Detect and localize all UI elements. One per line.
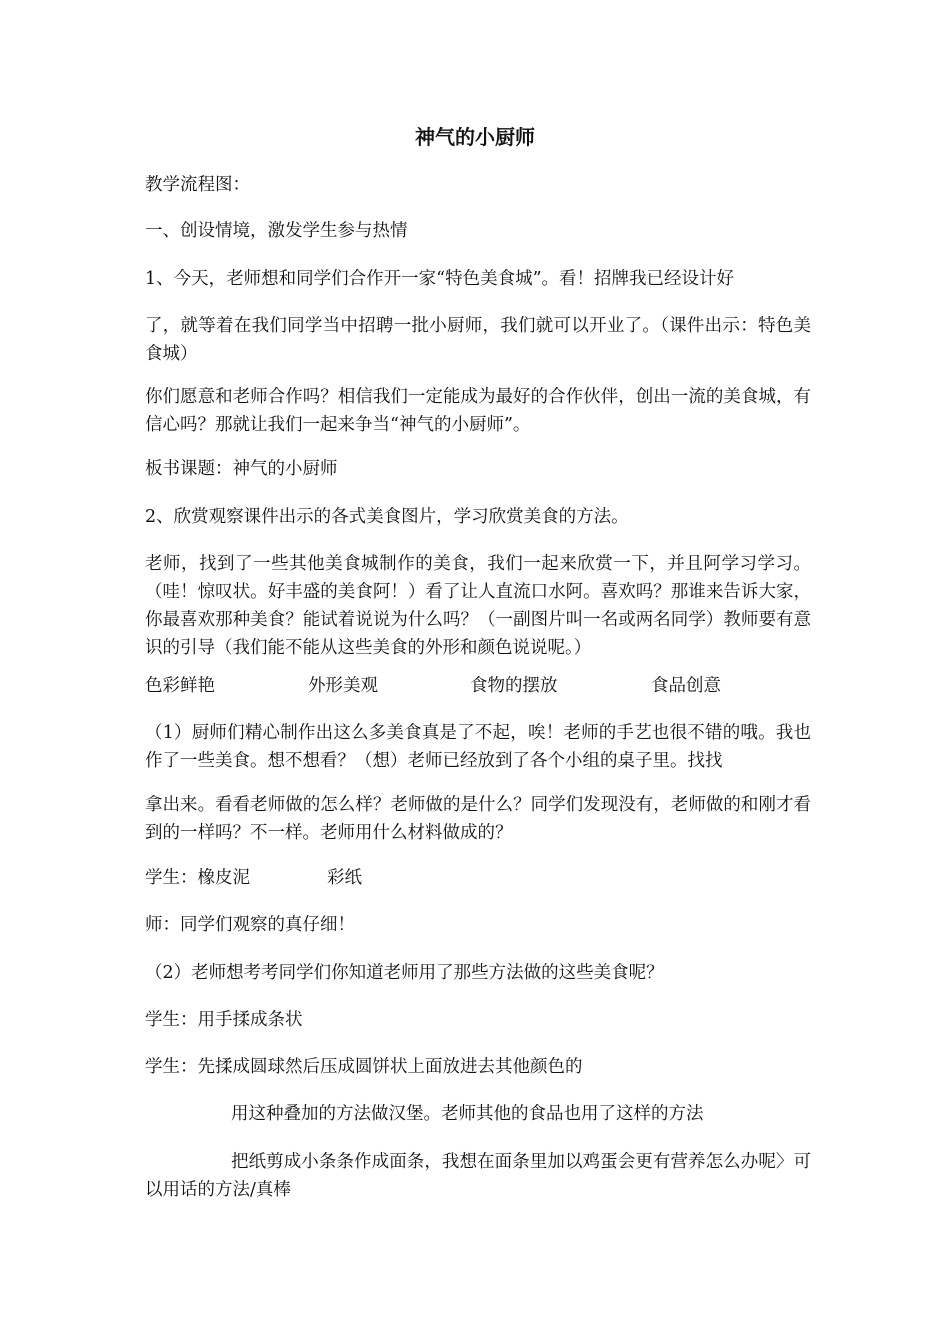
paragraph: 师：同学们观察的真仔细！ [145, 915, 355, 935]
paragraph: 板书课题：神气的小厨师 [145, 459, 338, 479]
paragraph: 把纸剪成小条条作成面条，我想在面条里加以鸡蛋会更有营养怎么办呢〉可以用话的方法/真棒 [145, 1152, 811, 1200]
materials-label: 学生：橡皮泥 [145, 868, 250, 888]
keyword: 外形美观 [308, 676, 378, 696]
paragraph: （1）厨师们精心制作出这么多美食真是了不起，唉！老师的手艺也很不错的哦。我也作了一些美食。想不想看？（想）老师已经放到了各个小组的桌子里。找找 [145, 723, 811, 771]
materials-row [145, 864, 811, 892]
paragraph: 拿出来。看看老师做的怎么样？老师做的是什么？同学们发现没有，老师做的和刚才看到的一样吗？不一样。老师用什么材料做成的？ [145, 795, 811, 843]
keyword-row [145, 672, 811, 700]
paragraph: 1、今天，老师想和同学们合作开一家“特色美食城”。看！招牌我已经设计好 [145, 269, 735, 289]
paragraph: 你们愿意和老师合作吗？相信我们一定能成为最好的合作伙伴，创出一流的美食城，有信心吗？那就让我们一起来争当“神气的小厨师”。 [145, 387, 811, 435]
paragraph: 教学流程图： [145, 175, 250, 195]
paragraph: 学生：用手揉成条状 [145, 1010, 303, 1030]
materials-item: 彩纸 [327, 868, 362, 888]
keyword: 食物的摆放 [470, 676, 558, 696]
paragraph: 用这种叠加的方法做汉堡。老师其他的食品也用了这样的方法 [231, 1104, 704, 1124]
paragraph: 一、创设情境，激发学生参与热情 [145, 221, 408, 241]
paragraph: 老师，找到了一些其他美食城制作的美食，我们一起来欣赏一下，并且阿学习学习。（哇！惊叹状。好丰盛的美食阿！）看了让人直流口水阿。喜欢吗？那谁来告诉大家，你最喜欢那种美食？能试着说说为什么吗？（一副图片叫一名或两名同学）教师要有意识的引导（我们能不能从这些美食的外形和颜色说说呢。） [145, 554, 811, 658]
keyword: 食品创意 [651, 676, 721, 696]
paragraph: （2）老师想考考同学们你知道老师用了那些方法做的这些美食呢？ [145, 963, 664, 983]
paragraph: 2、欣赏观察课件出示的各式美食图片，学习欣赏美食的方法。 [145, 507, 629, 527]
document-title: 神气的小厨师 [415, 125, 535, 149]
keyword: 色彩鲜艳 [145, 676, 215, 696]
paragraph: 了，就等着在我们同学当中招聘一批小厨师，我们就可以开业了。（课件出示：特色美食城） [145, 316, 811, 364]
paragraph: 学生：先揉成圆球然后压成圆饼状上面放进去其他颜色的 [145, 1057, 583, 1077]
